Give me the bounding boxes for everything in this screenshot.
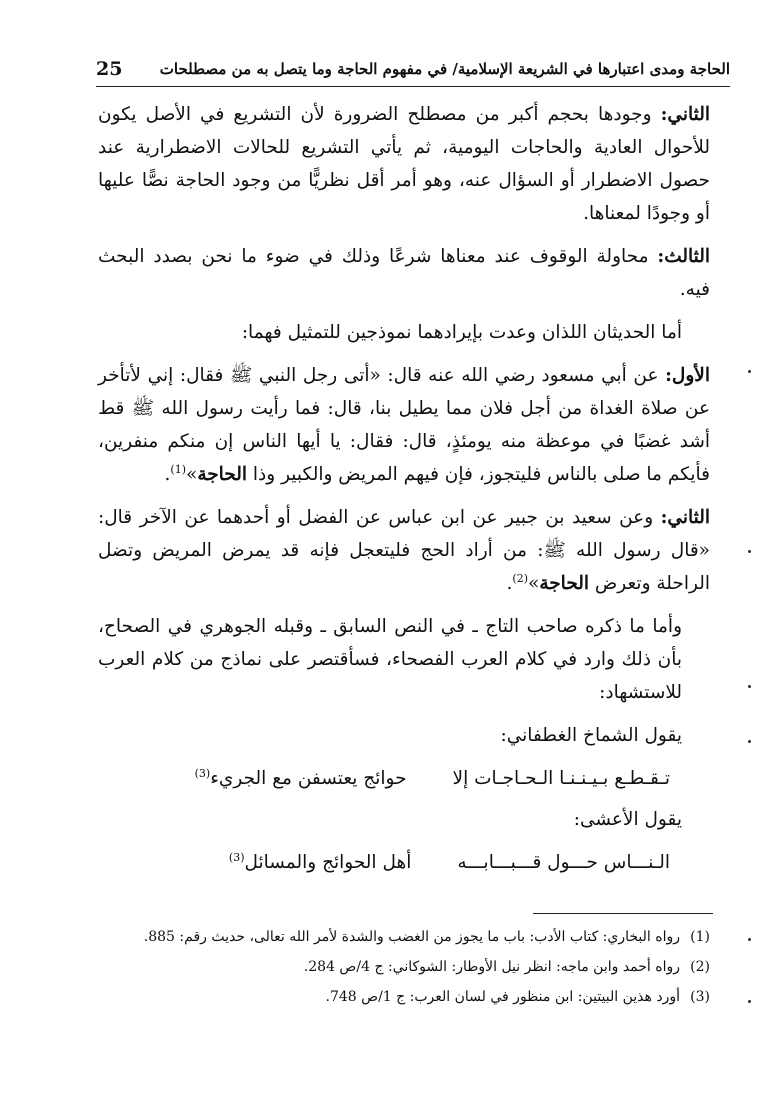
verse-first-hemistich: الـنـــاس حـــول قـــبـــابـــه bbox=[457, 852, 670, 873]
paragraph-text: وعن سعيد بن جبير عن ابن عباس عن الفضل أو أحدهما عن الآخر قال: «قال رسول الله ﷺ: من أراد الحج فليتعجل فإنه قد يمرض المريض وتضل الراحلة وتعرض bbox=[98, 507, 710, 594]
hadith-paragraph bbox=[98, 359, 710, 491]
footnote bbox=[98, 986, 710, 1008]
closing-quote: » bbox=[185, 464, 198, 485]
paragraph-text: محاولة الوقوف عند معناها شرعًا وذلك في ضوء ما نحن بصدد البحث فيه. bbox=[98, 246, 710, 300]
scan-margin-mark bbox=[748, 1000, 751, 1003]
verse-second-hemistich bbox=[195, 762, 407, 795]
paragraph bbox=[98, 98, 710, 230]
paragraph-text: يقول الشماخ الغطفاني: bbox=[500, 725, 682, 746]
footnote-separator bbox=[533, 913, 713, 914]
footnote bbox=[98, 926, 710, 948]
verse-text: حوائج يعتسفن مع الجريء bbox=[210, 768, 407, 789]
scan-margin-mark bbox=[748, 938, 751, 941]
footnote-reference: (3) bbox=[228, 850, 245, 864]
paragraph-text: عن أبي مسعود رضي الله عنه قال: «أتى رجل النبي ﷺ فقال: إني لأتأخر عن صلاة الغداة من أجل فلان مما يطيل بنا، قال: فما رأيت رسول الله ﷺ قط أشد غضبًا في موعظة منه يومئذٍ، قال: فقال: يا أيها الناس إن منكم منفرين، فأيكم ما صلى بالناس فليتجوز، فإن فيهم المريض والكبير وذا bbox=[98, 365, 710, 485]
poet-intro bbox=[98, 719, 710, 752]
emphasized-term: الحاجة bbox=[197, 464, 248, 485]
footnote-number: (1) bbox=[690, 929, 710, 945]
footnote-reference: (2) bbox=[512, 571, 528, 585]
footnote-reference: (1) bbox=[170, 462, 186, 476]
paragraph-text: وأما ما ذكره صاحب التاج ـ في النص السابق ـ وقبله الجوهري في الصحاح، بأن ذلك وارد في كلام العرب الفصحاء، فسأقتصر على نماذج من كلام العرب للاستشهاد: bbox=[98, 616, 682, 703]
page-header bbox=[96, 52, 730, 87]
hadith-paragraph bbox=[98, 501, 710, 600]
paragraph bbox=[98, 240, 710, 306]
paragraph-text: وجودها بحجم أكبر من مصطلح الضرورة لأن التشريع في الأصل يكون للأحوال العادية والحاجات اليومية، ثم يأتي التشريع للحالات الاضطرارية عند حصول الاضطرار أو السؤال عنه، وهو أمر أقل نظريًّا من وجود الحاجة نصًّا عليها أو وجودًا لمعناها. bbox=[98, 104, 710, 224]
scan-margin-mark bbox=[748, 685, 751, 688]
verse-first-hemistich: تـقـطـع بـيـنـنـا الـحـاجـات إلا bbox=[452, 768, 670, 789]
paragraph-end: . bbox=[506, 573, 513, 594]
emphasized-term: الحاجة bbox=[539, 573, 590, 594]
verse-second-hemistich bbox=[229, 846, 411, 879]
verse-text: أهل الحوائج والمسائل bbox=[244, 852, 412, 873]
footnote bbox=[98, 956, 710, 978]
paragraph-lead: الثاني: bbox=[660, 507, 710, 528]
footnote-number: (2) bbox=[690, 959, 710, 975]
scan-margin-mark bbox=[748, 550, 751, 553]
closing-quote: » bbox=[528, 573, 540, 594]
page-number: 25 bbox=[96, 58, 123, 80]
poet-intro bbox=[98, 803, 710, 836]
paragraph-lead: الثاني: bbox=[660, 104, 710, 125]
footnotes bbox=[98, 926, 710, 1016]
footnote-text: أورد هذين البيتين: ابن منظور في لسان العرب: ج 1/ص 748. bbox=[325, 989, 680, 1005]
footnote-text: رواه أحمد وابن ماجه: انظر نيل الأوطار: الشوكاني: ج 4/ص 284. bbox=[303, 959, 680, 975]
footnote-text: رواه البخاري: كتاب الأدب: باب ما يجوز من الغضب والشدة لأمر الله تعالى، حديث رقم: 885. bbox=[143, 929, 680, 945]
scan-margin-mark bbox=[748, 740, 751, 743]
paragraph-end: . bbox=[164, 464, 171, 485]
footnote-number: (3) bbox=[690, 989, 710, 1005]
paragraph bbox=[98, 610, 710, 709]
footnote-reference: (3) bbox=[194, 766, 211, 780]
paragraph bbox=[98, 316, 710, 349]
poetry-verse bbox=[98, 846, 710, 879]
paragraph-lead: الأول: bbox=[665, 365, 710, 386]
poetry-verse bbox=[98, 762, 710, 795]
scan-margin-mark bbox=[748, 370, 751, 373]
body-text bbox=[98, 98, 710, 887]
paragraph-text: يقول الأعشى: bbox=[573, 809, 682, 830]
paragraph-lead: الثالث: bbox=[657, 246, 710, 267]
paragraph-text: أما الحديثان اللذان وعدت بإيرادهما نموذجين للتمثيل فهما: bbox=[241, 322, 682, 343]
running-title: الحاجة ومدى اعتبارها في الشريعة الإسلامية/ في مفهوم الحاجة وما يتصل به من مصطلحات bbox=[159, 60, 730, 78]
